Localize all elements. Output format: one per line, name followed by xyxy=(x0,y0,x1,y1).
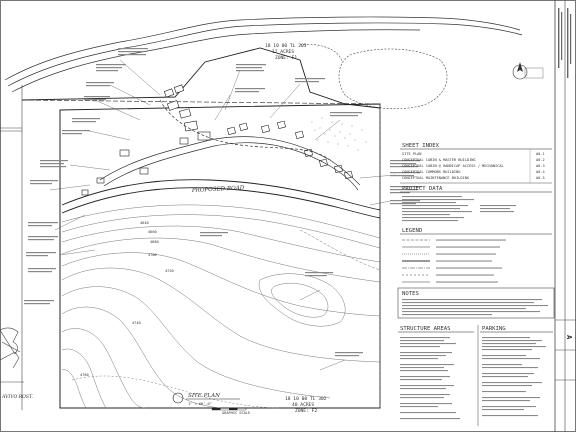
sheet-index-num: A0.2 xyxy=(536,158,545,162)
south-parcel-id: 18 10 00 TL 302 xyxy=(285,397,327,402)
contour-label: 4740 xyxy=(132,321,141,325)
sheet-index-item: CONCEPTUAL CABIN @ HANDICAP ACCESS / MECHANICAL xyxy=(402,164,504,168)
structure-areas-title: STRUCTURE AREAS xyxy=(400,326,451,332)
site-plan-title-text: SITE PLAN xyxy=(188,393,221,399)
north-parcel-zone: ZONE: F1 xyxy=(275,56,298,61)
graphic-scale-label: GRAPHIC SCALE xyxy=(222,411,251,415)
legend-title: LEGEND xyxy=(402,228,423,234)
contour-label: 4760 xyxy=(80,373,89,377)
sheet-index-item: CONCEPTUAL COMMONS BUILDING xyxy=(402,170,461,174)
sheet-index-num: A0.1 xyxy=(536,152,545,156)
contour-label: 4700 xyxy=(148,253,157,257)
project-data-title: PROJECT DATA xyxy=(402,186,443,192)
sheet-index-num: A0.3 xyxy=(536,164,545,168)
north-parcel-acres: 12 ACRES xyxy=(272,50,295,55)
left-drawing-label: AVIVO ROST. xyxy=(2,395,33,400)
proposed-road-label: PROPOSED ROAD xyxy=(191,185,245,194)
contour-label: 4640 xyxy=(140,221,149,225)
sheet-index-num: A0.4 xyxy=(536,170,545,174)
sheet-index-title: SHEET INDEX xyxy=(402,143,440,149)
sheet-index-num: A0.5 xyxy=(536,176,545,180)
notes-title: NOTES xyxy=(402,291,419,297)
sheet-letter: A xyxy=(565,335,574,340)
site-plan-scale: 1" = 60'-0" xyxy=(188,402,212,406)
contour-label: 4660 xyxy=(148,230,157,234)
sheet-index-item: CONCEPTUAL CABIN & MASTER BUILDING xyxy=(402,158,476,162)
contour-label: 4680 xyxy=(150,240,159,244)
north-parcel-id: 18 10 00 TL 203 xyxy=(265,44,307,49)
sheet-index-item: SITE PLAN xyxy=(402,152,422,156)
sheet-index-item: CONCEPTUAL MAINTENANCE BUILDING xyxy=(402,176,470,180)
parking-title: PARKING xyxy=(482,326,506,332)
sheet-border xyxy=(1,1,576,432)
contour-label: 4720 xyxy=(165,269,174,273)
south-parcel-zone: ZONE: F2 xyxy=(295,409,318,414)
south-parcel-acres: 40 ACRES xyxy=(292,403,315,408)
